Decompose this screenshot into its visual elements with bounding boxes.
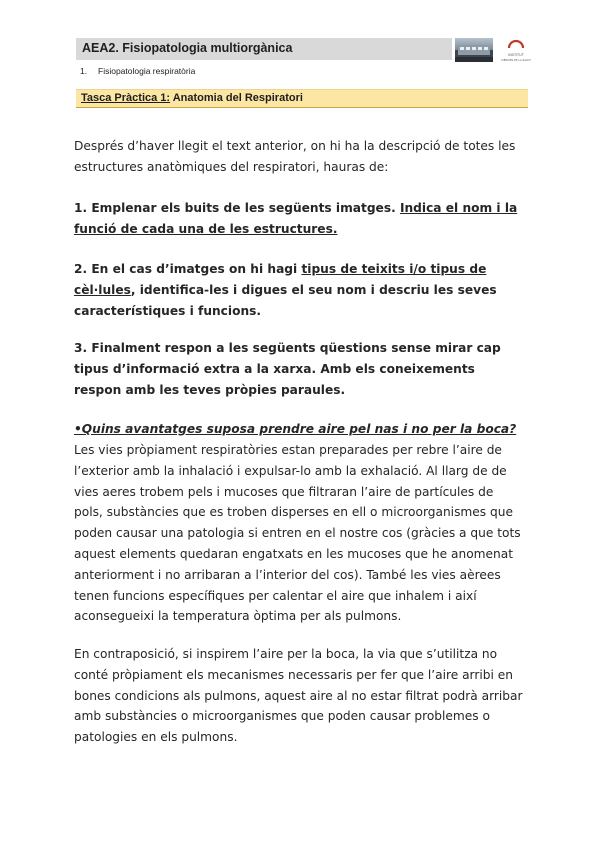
instruction-1-emphasis: Indica el nom i la funció de cada una de les estructures. (74, 201, 518, 236)
instruction-1 (74, 198, 524, 240)
instruction-2-emphasis: tipus de teixits i/o tipus de cèl·lules (74, 262, 487, 297)
module-subheader (80, 66, 195, 76)
logo-text-line2: CIÈNCIES DE LA SALUT (501, 59, 531, 62)
logo-text-line1: INSTITUT (508, 53, 524, 57)
task-heading (76, 89, 528, 108)
answer-paragraph-1 (74, 440, 524, 627)
instruction-2 (74, 259, 524, 321)
module-header (76, 38, 452, 60)
intro-paragraph (74, 136, 524, 178)
section-title: Fisiopatologia respiratòria (98, 66, 196, 76)
instruction-3 (74, 338, 524, 400)
task-label: Tasca Pràctica 1: (81, 92, 171, 104)
module-title: AEA2. Fisiopatologia multiorgànica (82, 41, 293, 55)
intro-text: Després d’haver llegit el text anterior, on hi ha la descripció de totes les estructures anatòmiques del respiratori, hauras de: (74, 139, 516, 174)
task-title: Anatomia del Respiratori (170, 92, 303, 104)
question-heading (74, 419, 524, 440)
instruction-3-text: 3. Finalment respon a les següents qüestions sense mirar cap tipus d’informació extra a la xarxa. Amb els coneixements respon amb les teves pròpies paraules. (74, 341, 501, 397)
instruction-2-tail: , identifica-les i digues el seu nom i descriu les seves característiques i funcions. (74, 282, 497, 318)
instruction-1-lead: 1. Emplenar els buits de les següents imatges. (74, 201, 400, 215)
answer-1-text: Les vies pròpiament respiratòries estan preparades per rebre l’aire de l’exterior amb la inhalació i expulsar-lo amb la exhalació. Al llarg de de vies aeres trobem pels i mucoses que filtraran l’aire de partícules de pols, substàncies que es troben disperses en ell o microorganismes que poden causar una patologia si entren en el nostre cos (gràcies a que tots aquest elements quedaran engatxats en les mucoses que he anomenat anteriorment i no arribaran a l’interior del cos). També les vies aèrees tenen funcions específiques per calentar el aire que inhalem i així aconsegueixi la temperatura òptima per als pulmons. (74, 443, 521, 624)
institute-logo (498, 36, 534, 66)
building-photo (455, 38, 493, 62)
section-number: 1. (80, 66, 88, 76)
instruction-2-lead: 2. En el cas d’imatges on hi hagi (74, 262, 302, 276)
answer-paragraph-2 (74, 644, 524, 748)
answer-2-text: En contraposició, si inspirem l’aire per la boca, la via que s’utilitza no conté pròpiament els mecanismes necessaris per fer que l’aire arribi en bones condicions als pulmons, aquest aire al no estar filtrat podrà arribar amb substàncies o microorganismes que poden causar problemes o patologies en els pulmons. (74, 647, 523, 745)
question-text: •Quins avantatges suposa prendre aire pel nas i no per la boca? (74, 422, 517, 436)
